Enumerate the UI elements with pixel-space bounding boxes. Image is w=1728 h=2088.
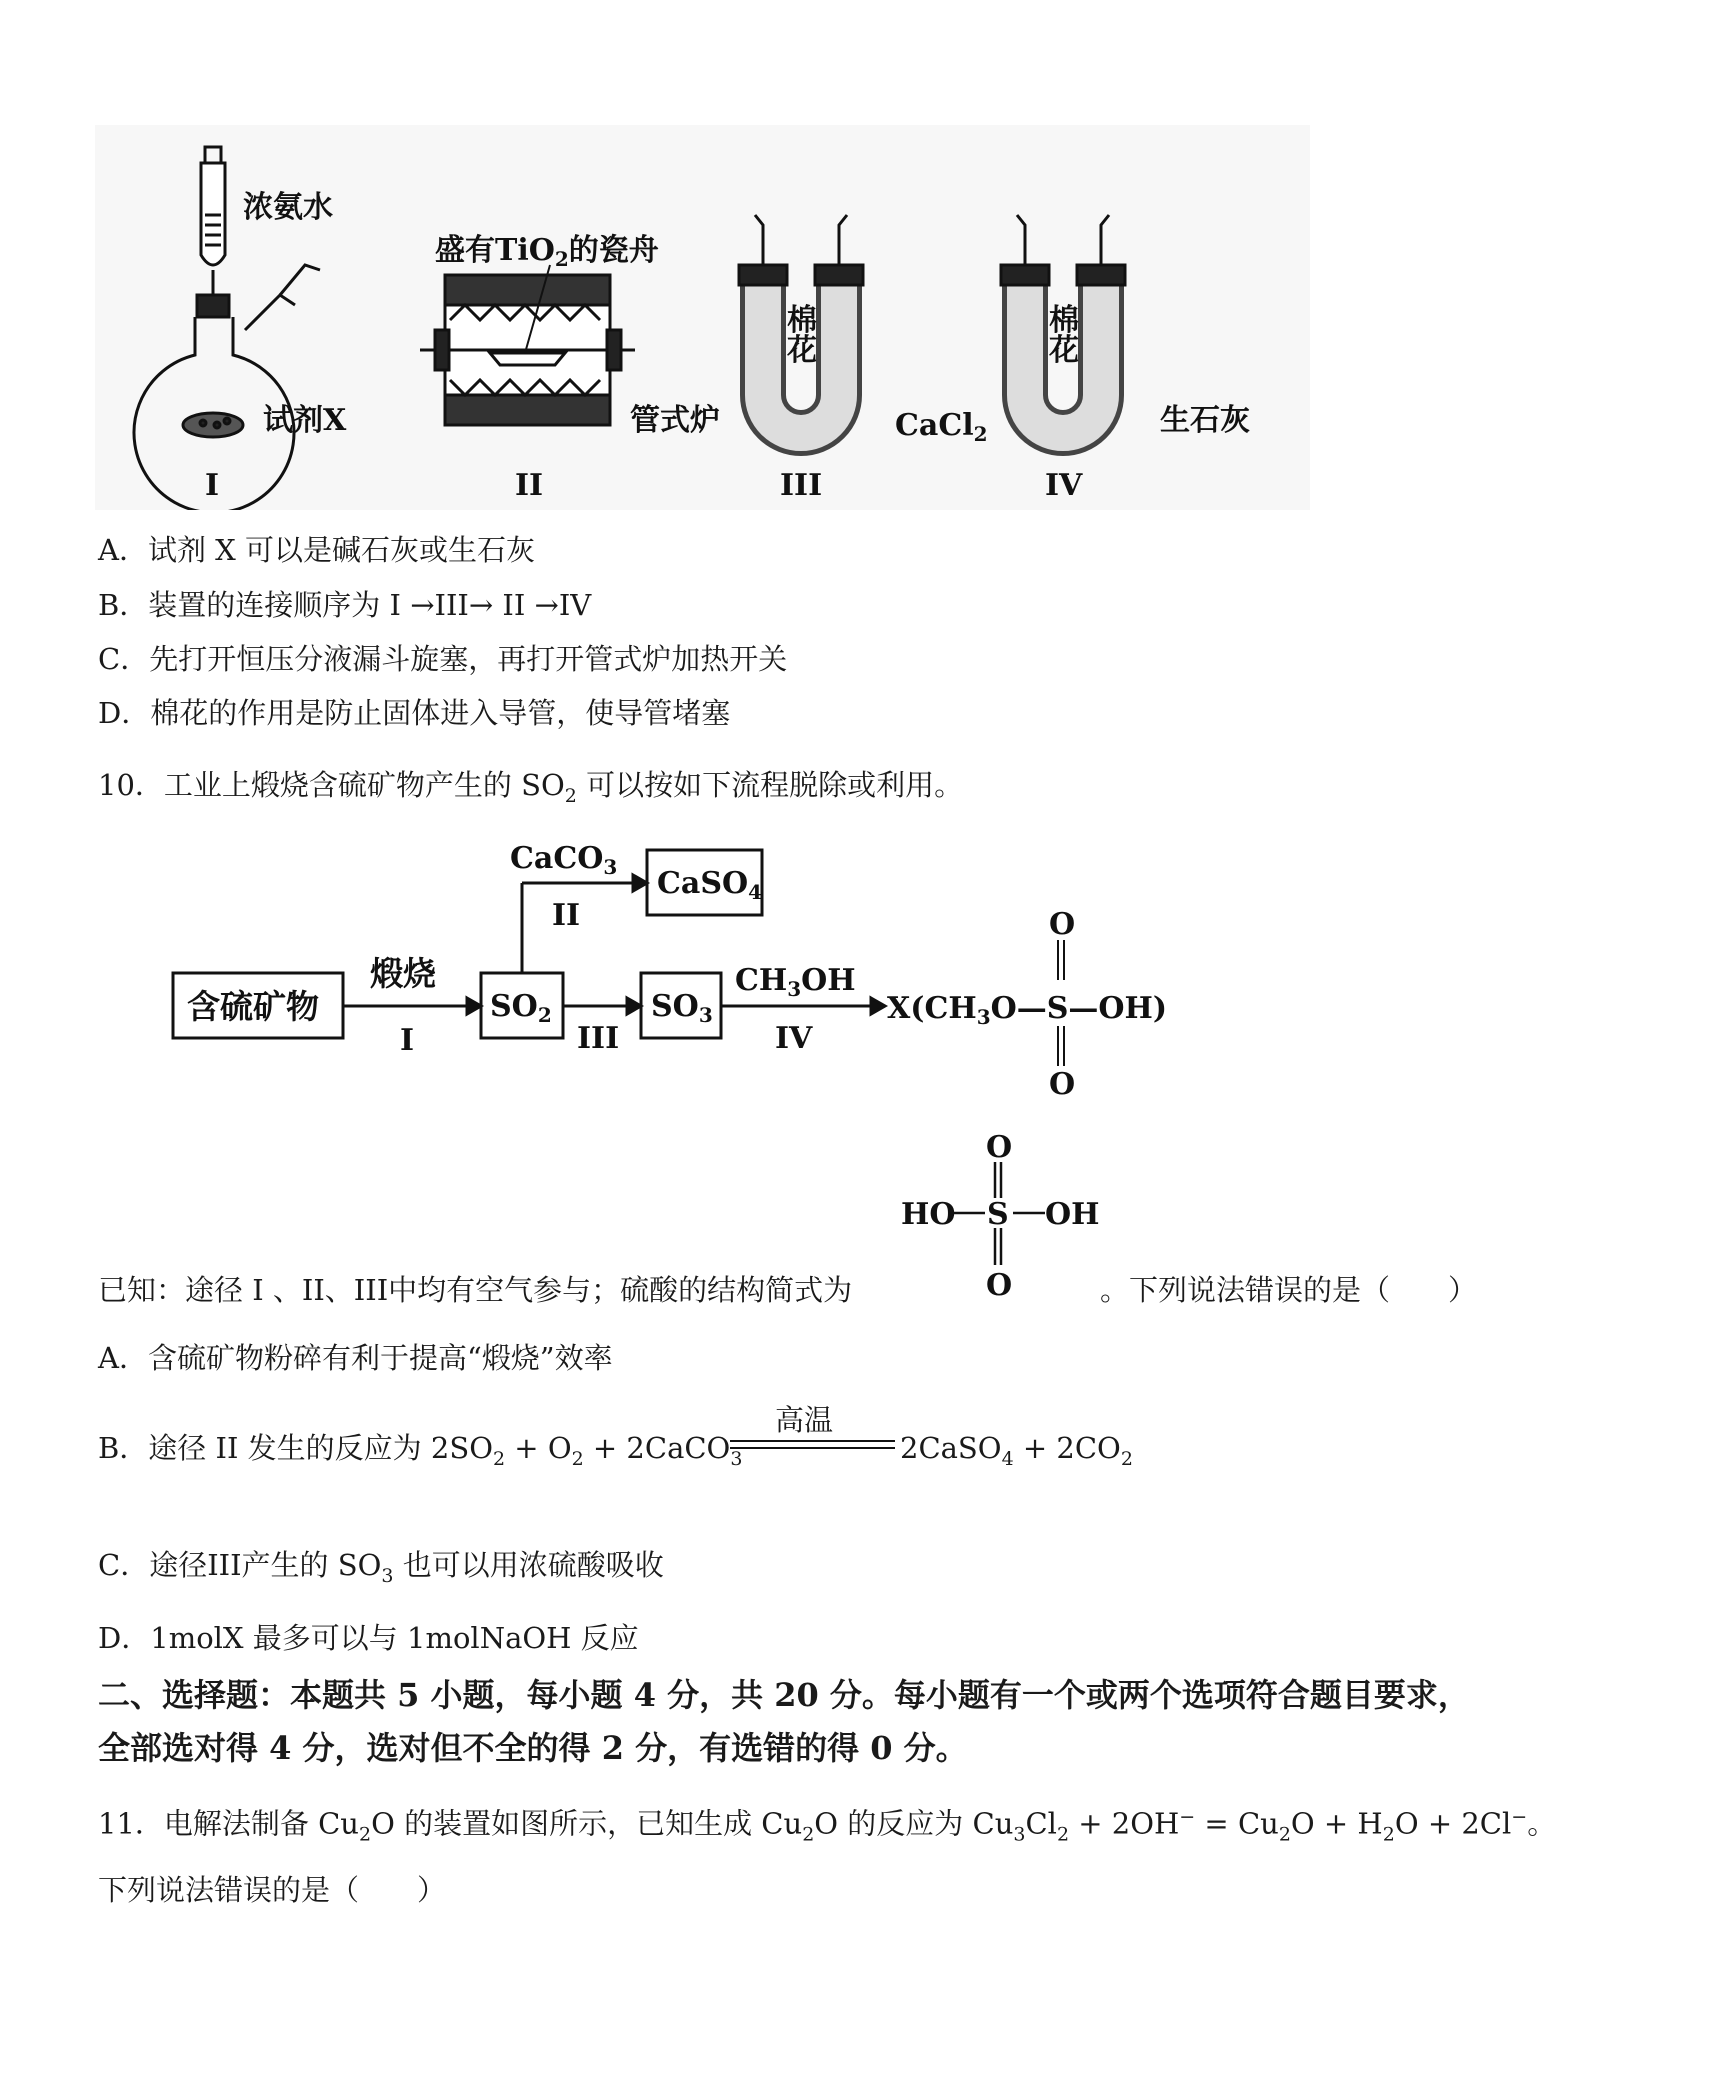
numeral-iv: IV (1045, 468, 1083, 503)
label-cotton-iii-1: 棉 (787, 303, 817, 338)
q10-option-b: B．途径 II 发生的反应为 $2SO_2 + O_2$ + 2CaCO$_3$ (98, 1431, 743, 1470)
flow-caco3: CaCO$_3$ (510, 841, 618, 879)
label-cotton-iv-1: 棉 (1049, 303, 1079, 338)
q9-option-a: A．试剂 X 可以是碱石灰或生石灰 (98, 533, 536, 567)
q9-option-c: C．先打开恒压分液漏斗旋塞，再打开管式炉加热开关 (98, 642, 788, 676)
h2so4-ho: HO (901, 1197, 956, 1232)
section2-line1: 二、选择题：本题共 5 小题，每小题 4 分，共 20 分。每小题有一个或两个选项符合题目要求， (98, 1676, 1470, 1714)
flow-so3: $SO_3$ (651, 989, 713, 1027)
label-cacl2: CaCl$_2$ (895, 408, 988, 446)
q9-option-b: B．装置的连接顺序为 I →III→ II →IV (98, 588, 592, 622)
numeral-iii: III (780, 468, 823, 503)
flow-x-o-bottom: O (1049, 1067, 1076, 1100)
flow-x-o-top: O (1049, 907, 1076, 942)
q11-stem: 11．电解法制备 $Cu_2O$ 的装置如图所示，已知生成 $Cu_2O$ 的反应为 $Cu_3Cl_2 + 2OH^- = Cu_2O + H_2O + 2Cl^-$。 (98, 1806, 1557, 1846)
label-quicklime: 生石灰 (1160, 403, 1250, 438)
flow-step-iv: IV (775, 1021, 813, 1056)
flow-x-label: $X(CH_3O—S—OH)$ (887, 991, 1168, 1029)
apparatus-ii-furnace (420, 265, 635, 425)
q10-known-pre: 已知：途径 I 、II、III中均有空气参与；硫酸的结构简式为 (98, 1273, 853, 1307)
reaction-condition: 高温 (775, 1403, 834, 1437)
reaction-products: 2CaSO$_4$ + $2CO_2$ (900, 1431, 1133, 1470)
apparatus-figure (95, 125, 1310, 510)
flow-calcine: 煅烧 (370, 954, 436, 993)
section2-line2: 全部选对得 4 分，选对但不全的得 2 分，有选错的得 0 分。 (98, 1729, 968, 1767)
label-cotton-iii-2: 花 (787, 333, 817, 368)
h2so4-structure (895, 1125, 1125, 1300)
h2so4-o-top: O (986, 1130, 1013, 1165)
reaction-equals (730, 1438, 895, 1452)
label-boat: 盛有TiO$_2$的瓷舟 (435, 233, 659, 271)
label-reagent-x: 试剂X (263, 403, 347, 438)
q10-known-post: 。下列说法错误的是（ ） (1100, 1273, 1478, 1307)
flow-ch3oh: $CH_3OH$ (735, 963, 856, 1001)
label-cotton-iv-2: 花 (1049, 333, 1079, 368)
q9-option-d: D．棉花的作用是防止固体进入导管，使导管堵塞 (98, 696, 731, 730)
h2so4-s: S (987, 1197, 1009, 1232)
flow-step-ii: II (552, 898, 581, 933)
q10-flow-diagram (165, 830, 1195, 1100)
q11-question: 下列说法错误的是（ ） (98, 1873, 447, 1907)
flow-caso4: CaSO$_4$ (657, 866, 763, 904)
q10-option-d: D．1molX 最多可以与 1molNaOH 反应 (98, 1621, 639, 1655)
label-furnace: 管式炉 (630, 403, 720, 438)
q10-option-a: A．含硫矿物粉碎有利于提高“煅烧”效率 (98, 1341, 613, 1375)
h2so4-o-bottom: O (986, 1268, 1013, 1300)
q10-stem: 10．工业上煅烧含硫矿物产生的 $SO_2$ 可以按如下流程脱除或利用。 (98, 768, 964, 807)
numeral-ii: II (515, 468, 544, 503)
q10-option-c: C．途径III产生的 $SO_3$ 也可以用浓硫酸吸收 (98, 1548, 664, 1587)
h2so4-oh: OH (1045, 1197, 1100, 1232)
flow-ore: 含硫矿物 (187, 987, 319, 1026)
numeral-i: I (205, 468, 220, 503)
label-ammonia: 浓氨水 (243, 190, 333, 225)
flow-step-iii: III (577, 1021, 620, 1056)
flow-step-i: I (400, 1023, 415, 1058)
flow-so2: $SO_2$ (490, 989, 552, 1027)
